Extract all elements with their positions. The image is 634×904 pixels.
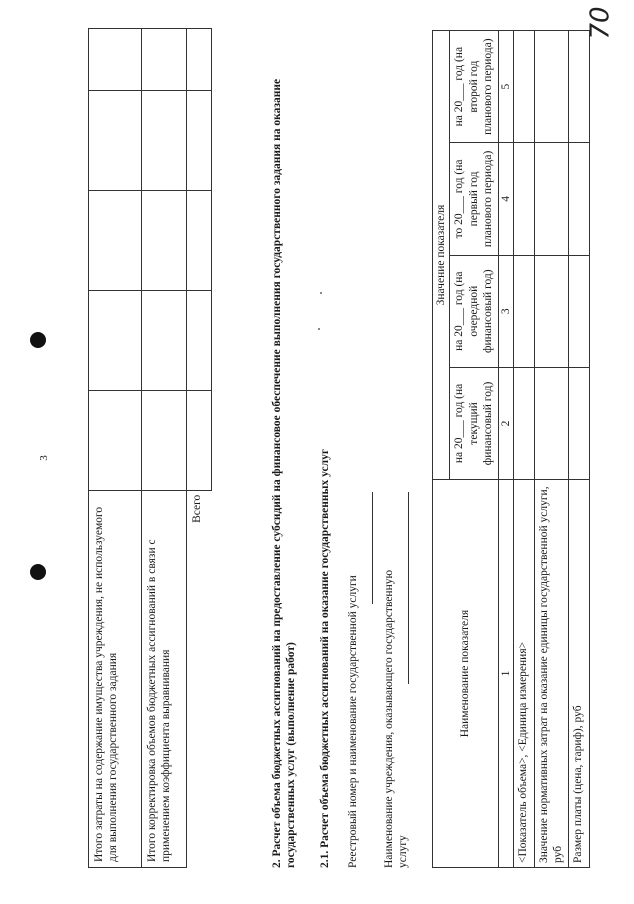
table-cell: [187, 29, 212, 91]
total-label: Всего: [187, 490, 212, 867]
table-row: [89, 29, 142, 868]
table-row: [513, 31, 534, 868]
handwritten-page-mark: 70: [585, 6, 616, 40]
row-label: Размер платы (цена, тариф), руб: [568, 480, 589, 868]
table-cell: [142, 291, 187, 391]
table-cell: [534, 367, 568, 479]
table-cell: [142, 29, 187, 91]
fill-line-service[interactable]: [372, 492, 373, 604]
table-cell: [142, 191, 187, 291]
section-heading: 2. Расчет объема бюджетных ассигнований на предоставление субсидий на финансовое обеспечение выполнения государственного задания на оказание государственных услуг (выполнение работ): [271, 78, 298, 868]
section-subheading: 2.1. Расчет объема бюджетных ассигнований на оказание государственных услуг: [319, 448, 331, 868]
table-cell: [187, 191, 212, 291]
table-cell: [89, 191, 142, 291]
field-label-institution: Наименование учреждения, оказывающего государственную услугу: [383, 569, 410, 868]
table-row: [568, 31, 589, 868]
header-col-current-year: на 20___ год (на текущий финансовый год): [450, 367, 498, 479]
table-cell: [187, 390, 212, 490]
col-number: 3: [498, 255, 513, 367]
table-cell: [568, 255, 589, 367]
col-number: 5: [498, 31, 513, 143]
table-cell: [513, 31, 534, 143]
table-cell: [568, 31, 589, 143]
table-cell: [534, 31, 568, 143]
indicator-table: [432, 30, 590, 868]
column-number-row: [498, 31, 513, 868]
header-indicator-name: Наименование показателя: [433, 480, 499, 868]
table-cell: [89, 291, 142, 391]
table-cell: [568, 367, 589, 479]
table-header-row: [433, 31, 450, 868]
header-col-plan-year-2: на 20___ год (на второй год планового периода): [450, 31, 498, 143]
table-cell: [513, 367, 534, 479]
table-cell: [187, 291, 212, 391]
table-cell: [89, 91, 142, 191]
header-indicator-value: Значение показателя: [433, 31, 450, 480]
table-cell: [568, 143, 589, 255]
table-row-total: [187, 29, 212, 868]
row-label: <Показатель объема>, <Единица измерения>: [513, 480, 534, 868]
table-cell: [534, 143, 568, 255]
table-cell: [89, 29, 142, 91]
col-number: 4: [498, 143, 513, 255]
row-label: Итого затраты на содержание имущества учреждения, не используемого для выполнения государственного задания: [89, 490, 142, 867]
table-cell: [187, 91, 212, 191]
header-col-next-year: на 20___ год (на очередной финансовый год): [450, 255, 498, 367]
table-cell: [89, 390, 142, 490]
table-cell: [513, 255, 534, 367]
table-row: [142, 29, 187, 868]
fill-line-institution[interactable]: [408, 492, 409, 684]
costs-continuation-table: [88, 28, 212, 868]
table-row: [534, 31, 568, 868]
field-label-service: Реестровый номер и наименование государственной услуги: [347, 575, 359, 868]
row-label: Итого корректировка объемов бюджетных ассигнований в связи с применением коэффициента выравнивания: [142, 490, 187, 867]
page-number: 3: [37, 455, 50, 461]
table-cell: [513, 143, 534, 255]
table-cell: [534, 255, 568, 367]
header-col-plan-year-1: то 20___ год (на первый год планового периода): [450, 143, 498, 255]
table-cell: [142, 390, 187, 490]
col-number: 2: [498, 367, 513, 479]
col-number: 1: [498, 480, 513, 868]
row-label: Значение нормативных затрат на оказание единицы государственной услуги, руб: [534, 480, 568, 868]
table-cell: [142, 91, 187, 191]
